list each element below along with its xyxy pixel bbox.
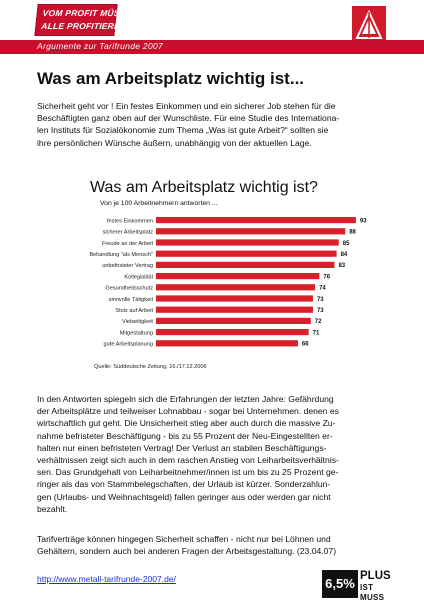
- bar: [156, 340, 298, 346]
- bar: [156, 295, 313, 301]
- bar-value: 74: [319, 285, 326, 292]
- campaign-badge: [322, 570, 394, 602]
- intro-line: Beschäftigten ganz oben auf der Wunschliste. Für eine Studie des Internationa-: [37, 113, 340, 124]
- header-subtitle: Argumente zur Tarifrunde 2007: [37, 41, 164, 51]
- header: [0, 0, 424, 56]
- bar-label: gute Arbeitsplanung: [103, 341, 153, 348]
- bar-value: 85: [342, 240, 350, 247]
- bar-value: 88: [349, 229, 356, 236]
- bar-label: Mitgestaltung: [119, 330, 153, 337]
- bar: [156, 307, 313, 313]
- closing-line: Gehältern, sondern auch bei anderen Fragen der Arbeitsgestaltung. (23.04.07): [37, 546, 337, 557]
- bar: [156, 251, 337, 257]
- bar-value: 72: [314, 319, 322, 326]
- chart-title: Was am Arbeitsplatz wichtig ist?: [90, 179, 318, 196]
- bar-label: sicherer Arbeitsplatz: [102, 229, 153, 236]
- bar-label: Stolz auf Arbeit: [115, 308, 153, 314]
- bar-label: Gesundheitsschutz: [105, 285, 153, 292]
- bar-value: 93: [359, 218, 367, 225]
- bar: [156, 318, 311, 324]
- page-title: Was am Arbeitsplatz wichtig ist...: [37, 69, 305, 88]
- body-paragraph: [37, 393, 339, 515]
- bar-label: festes Einkommen: [106, 218, 153, 225]
- bar-value: 71: [312, 330, 320, 337]
- bar-label: Freude an der Arbeit: [102, 240, 153, 247]
- bar: [156, 284, 315, 290]
- closing-line: Tarifverträge können hingegen Sicherheit schaffen - nicht nur bei Löhnen und: [37, 534, 331, 544]
- bar-value: 66: [301, 341, 309, 348]
- body-line: gen (Urlaubs- und Weihnachtsgeld) fallen geringer aus oder werden gar nicht: [37, 491, 331, 502]
- chart-source: Quelle: Süddeutsche Zeitung, 16./17.12.2006: [94, 364, 207, 370]
- body-line: wirtschaftlich gut geht. Die Unsicherheit stieg aber auch durch die massive Zu-: [37, 418, 336, 429]
- bar: [156, 273, 319, 279]
- bar-label: Vielseitigkeit: [122, 319, 153, 326]
- badge-muss: IST MUSS: [360, 583, 385, 602]
- badge-plus: PLUS: [360, 570, 391, 582]
- banner-line-1: VOM PROFIT MÜSSEN: [42, 8, 139, 18]
- body-line: nahme befristeter Beschäftigung - bis zu 55 Prozent der Neu-Eingestellten er-: [37, 430, 333, 441]
- subtitle-bar: [0, 40, 424, 54]
- bar-chart: [60, 168, 378, 376]
- chart-svg: [60, 168, 378, 376]
- banner-line-2: ALLE PROFITIEREN.: [40, 21, 130, 31]
- intro-line: ihre persönlichen Wünsche äußern, unabhängig von der aktuellen Lage.: [37, 137, 312, 148]
- body-line: der Arbeitsplätze und teilweiser Lohnabbau - sogar bei Unternehmen. denen es: [37, 406, 339, 417]
- closing-paragraph: [37, 533, 336, 557]
- body-line: In den Antworten spiegeln sich die Erfahrungen der letzten Jahre: Gefährdung: [37, 394, 334, 404]
- chart-subtitle: Von je 100 Arbeitnehmern antworten ...: [100, 200, 218, 207]
- footer-link[interactable]: http://www.metall-tarifrunde-2007.de/: [37, 574, 176, 584]
- bar-label: Behandlung "als Mensch": [89, 252, 153, 258]
- bar: [156, 262, 334, 268]
- intro-paragraph: [37, 100, 339, 149]
- bar-value: 76: [323, 274, 331, 281]
- bar-value: 83: [338, 263, 346, 270]
- bar: [156, 217, 356, 223]
- intro-line: len Instituts für Sozialökonomie zum Thema „Was ist gute Arbeit?“ sollten sie: [37, 125, 329, 136]
- bar-value: 73: [316, 308, 324, 314]
- intro-line: Sicherheit geht vor ! Ein festes Einkommen und ein sicherer Job stehen für die: [37, 101, 336, 111]
- body-line: sen. Das Grundgehalt von Leiharbeitnehmer/innen ist um bis zu 25 Prozent ge-: [37, 467, 339, 478]
- bar-label: Kollegialität: [124, 274, 153, 281]
- badge-number: 6,5%: [322, 570, 358, 598]
- bar-label: unbefristeter Vertrag: [102, 263, 153, 270]
- body-line: halten nur einen befristeten Vertrag! Der Verlust an stabilen Beschäftigungs-: [37, 442, 327, 453]
- body-line: bezahlt.: [37, 503, 68, 514]
- campaign-banner: [34, 4, 139, 36]
- bar-value: 73: [316, 296, 324, 303]
- bar: [156, 228, 345, 234]
- bar-value: 84: [340, 252, 348, 258]
- bar: [156, 329, 309, 335]
- bar-label: sinnvolle Tätigkeit: [108, 296, 153, 303]
- body-line: verhältnissen zeigt sich auch in dem raschen Anstieg von Leiharbeitsverhältnis-: [37, 455, 339, 466]
- body-line: ringer als das von Stammbelegschaften, der Urlaub ist kürzer. Sonderzahlun-: [37, 479, 331, 490]
- bar: [156, 239, 339, 245]
